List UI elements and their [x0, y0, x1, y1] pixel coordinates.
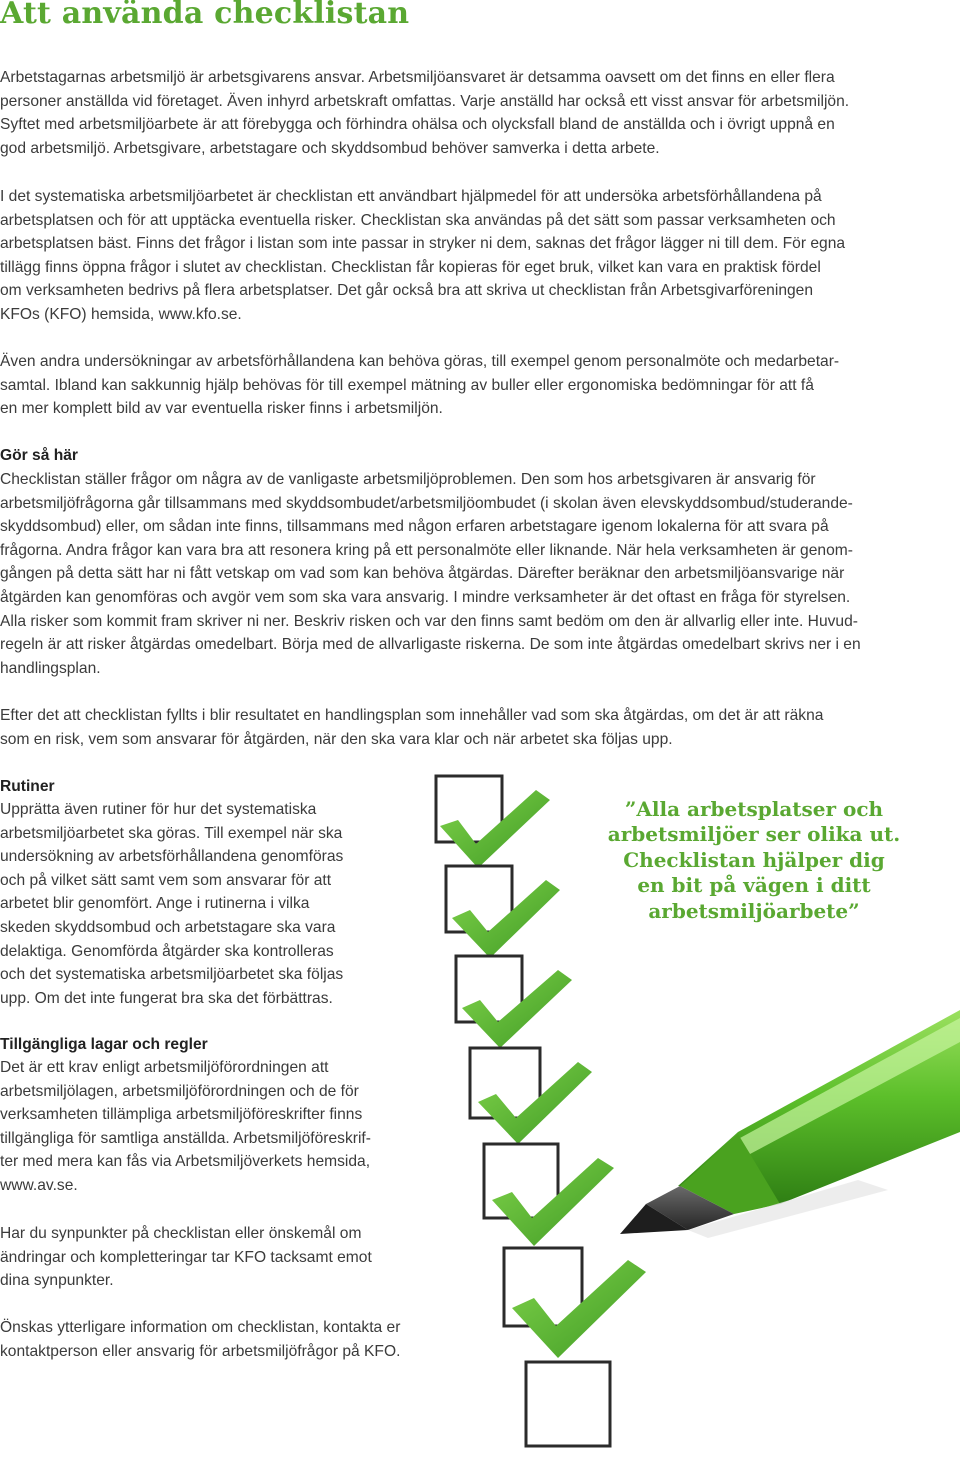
text-line: arbetsmiljöarbetet ska göras. Till exempel när ska: [0, 824, 343, 842]
gor-sa-har-paragraph: [0, 468, 960, 680]
text-line: som en risk, vem som ansvarar för åtgärden, när den ska vara klar och när arbetet ska följas upp.: [0, 730, 673, 748]
section-heading-gor-sa-har: Gör så här: [0, 447, 78, 464]
text-line: frågorna. Andra frågor kan vara bra att resonera kring på ett personalmöte eller liknande. När hela verksamheten är genom-: [0, 541, 853, 559]
text-line: skyddsombud) eller, om sådan inte finns, tillsammans med någon erfaren arbetstagare igenom lokalerna för att svara på: [0, 518, 829, 536]
text-line: arbetsmiljöfrågorna går tillsammans med skyddsombudet/arbetsmiljöombudet (i skolan även elevskyddsombud/studerande-: [0, 494, 853, 512]
text-line: undersökning av arbetsförhållandena genomföras: [0, 848, 344, 866]
text-line: www.av.se.: [0, 1176, 78, 1194]
text-line: god arbetsmiljö. Arbetsgivare, arbetstagare och skyddsombud behöver samverka i detta arbete.: [0, 139, 660, 157]
text-line: delaktiga. Genomförda åtgärder ska kontrolleras: [0, 942, 334, 960]
text-line: Syftet med arbetsmiljöarbete är att förebygga och förhindra ohälsa och olycksfall bland de anställda och i övrigt uppnå en: [0, 116, 835, 134]
text-line: gången på detta sätt har ni fått vetskap om vad som kan behöva åtgärdas. Därefter beräknar den arbetsmiljöansvarige när: [0, 565, 845, 583]
text-line: dina synpunkter.: [0, 1272, 114, 1290]
text-line: arbetet blir genomfört. Ange i rutinerna i vilka: [0, 895, 310, 913]
text-line: Även andra undersökningar av arbetsförhållandena kan behöva göras, till exempel genom personalmöte och medarbetar-: [0, 353, 840, 370]
text-line: skeden skyddsombud och arbetstagare ska vara: [0, 918, 336, 936]
text-line: KFOs (KFO) hemsida, www.kfo.se.: [0, 305, 242, 323]
quote-line: Checklistan hjälper dig: [623, 847, 885, 872]
pen-icon: [620, 1010, 960, 1238]
text-line: en mer komplett bild av var eventuella risker finns i arbetsmiljön.: [0, 400, 443, 418]
text-line: personer anställda vid företaget. Även inhyrd arbetskraft omfattas. Varje anställd har också ett visst ansvar för arbetsmiljön.: [0, 92, 850, 110]
text-line: och på vilket sätt samt vem som ansvarar för att: [0, 871, 332, 889]
text-line: kontaktperson eller ansvarig för arbetsmiljöfrågor på KFO.: [0, 1342, 401, 1360]
text-line: tillgängliga för samtliga anställda. Arbetsmiljöföreskrif-: [0, 1129, 371, 1147]
text-line: Upprätta även rutiner för hur det systematiska: [0, 801, 317, 818]
section-heading-rutiner: Rutiner: [0, 778, 55, 795]
other-investigations-paragraph: [0, 350, 960, 421]
text-line: samtal. Ibland kan sakkunnig hjälp behövas för till exempel mätning av buller eller ergonomiska bedömningar för att få: [0, 376, 814, 394]
checklist-illustration: [388, 760, 960, 1462]
checkbox-icon: [526, 1362, 610, 1446]
text-line: Har du synpunkter på checklistan eller önskemål om: [0, 1225, 362, 1242]
quote-line: en bit på vägen i ditt: [637, 873, 871, 898]
text-line: Önskas ytterligare information om checklistan, kontakta er: [0, 1319, 401, 1336]
text-line: åtgärden kan genomföras och avgör vem som ska vara ansvarig. I mindre verksamheter är det oftast en fråga för styrelsen.: [0, 588, 851, 606]
text-line: Checklistan ställer frågor om några av de vanligaste arbetsmiljöproblemen. Den som hos arbetsgivaren är ansvarig för: [0, 471, 816, 488]
text-line: Arbetstagarnas arbetsmiljö är arbetsgivarens ansvar. Arbetsmiljöansvaret är detsamma oavsett om det finns en eller flera: [0, 69, 835, 86]
text-line: handlingsplan.: [0, 659, 101, 677]
quote-line: arbetsmiljöer ser olika ut.: [607, 822, 901, 847]
text-line: om verksamheten bedrivs på flera arbetsplatser. Det går också bra att skriva ut checklistan från Arbetsgivarföreningen: [0, 282, 814, 300]
quote-line: ”Alla arbetsplatser och: [624, 797, 884, 821]
text-line: Alla risker som kommit fram skriver ni ner. Beskriv risken och var den finns samt bedöm om den är allvarlig eller inte. Huvud-: [0, 612, 858, 630]
text-line: arbetsplatsen bäst. Finns det frågor i listan som inte passar in stryker ni dem, saknas det frågor lägger ni till dem. För egna: [0, 235, 846, 253]
feedback-paragraph: [0, 1222, 372, 1293]
text-line: och det systematiska arbetsmiljöarbetet ska följas: [0, 966, 344, 984]
text-line: ändringar och kompletteringar tar KFO tacksamt emot: [0, 1248, 372, 1266]
systematic-paragraph: [0, 185, 960, 327]
quote-line: arbetsmiljöarbete”: [648, 898, 860, 923]
text-line: upp. Om det inte fungerat bra ska det förbättras.: [0, 989, 333, 1007]
intro-paragraph: [0, 66, 960, 160]
rutiner-paragraph: [0, 798, 372, 1010]
section-heading-lagar: Tillgängliga lagar och regler: [0, 1036, 208, 1053]
text-line: ter med mera kan fås via Arbetsmiljöverkets hemsida,: [0, 1153, 371, 1171]
text-line: regeln är att risker åtgärdas omedelbart. Börja med de allvarligaste riskerna. De som inte åtgärdas omedelbart skrivs ner i en: [0, 636, 861, 654]
text-line: tillägg finns öppna frågor i slutet av checklistan. Checklistan får kopieras för eget bruk, vilket kan vara en praktisk fördel: [0, 258, 821, 276]
text-line: verksamheten tillämpliga arbetsmiljöföreskrifter finns: [0, 1106, 363, 1124]
text-line: arbetsplatsen och för att upptäcka eventuella risker. Checklistan ska användas på det sätt som passar verksamheten och: [0, 211, 836, 229]
text-line: Det är ett krav enligt arbetsmiljöförordningen att: [0, 1059, 329, 1076]
text-line: arbetsmiljölagen, arbetsmiljöförordningen och de för: [0, 1082, 359, 1100]
lagar-paragraph: [0, 1056, 372, 1198]
text-line: I det systematiska arbetsmiljöarbetet är checklistan ett användbart hjälpmedel för att undersöka arbetsförhållandena på: [0, 188, 822, 205]
page-title: Att använda checklistan: [0, 0, 410, 31]
action-plan-paragraph: [0, 704, 960, 751]
text-line: Efter det att checklistan fyllts i blir resultatet en handlingsplan som innehåller vad som ska åtgärdas, om det är att räkna: [0, 707, 824, 724]
